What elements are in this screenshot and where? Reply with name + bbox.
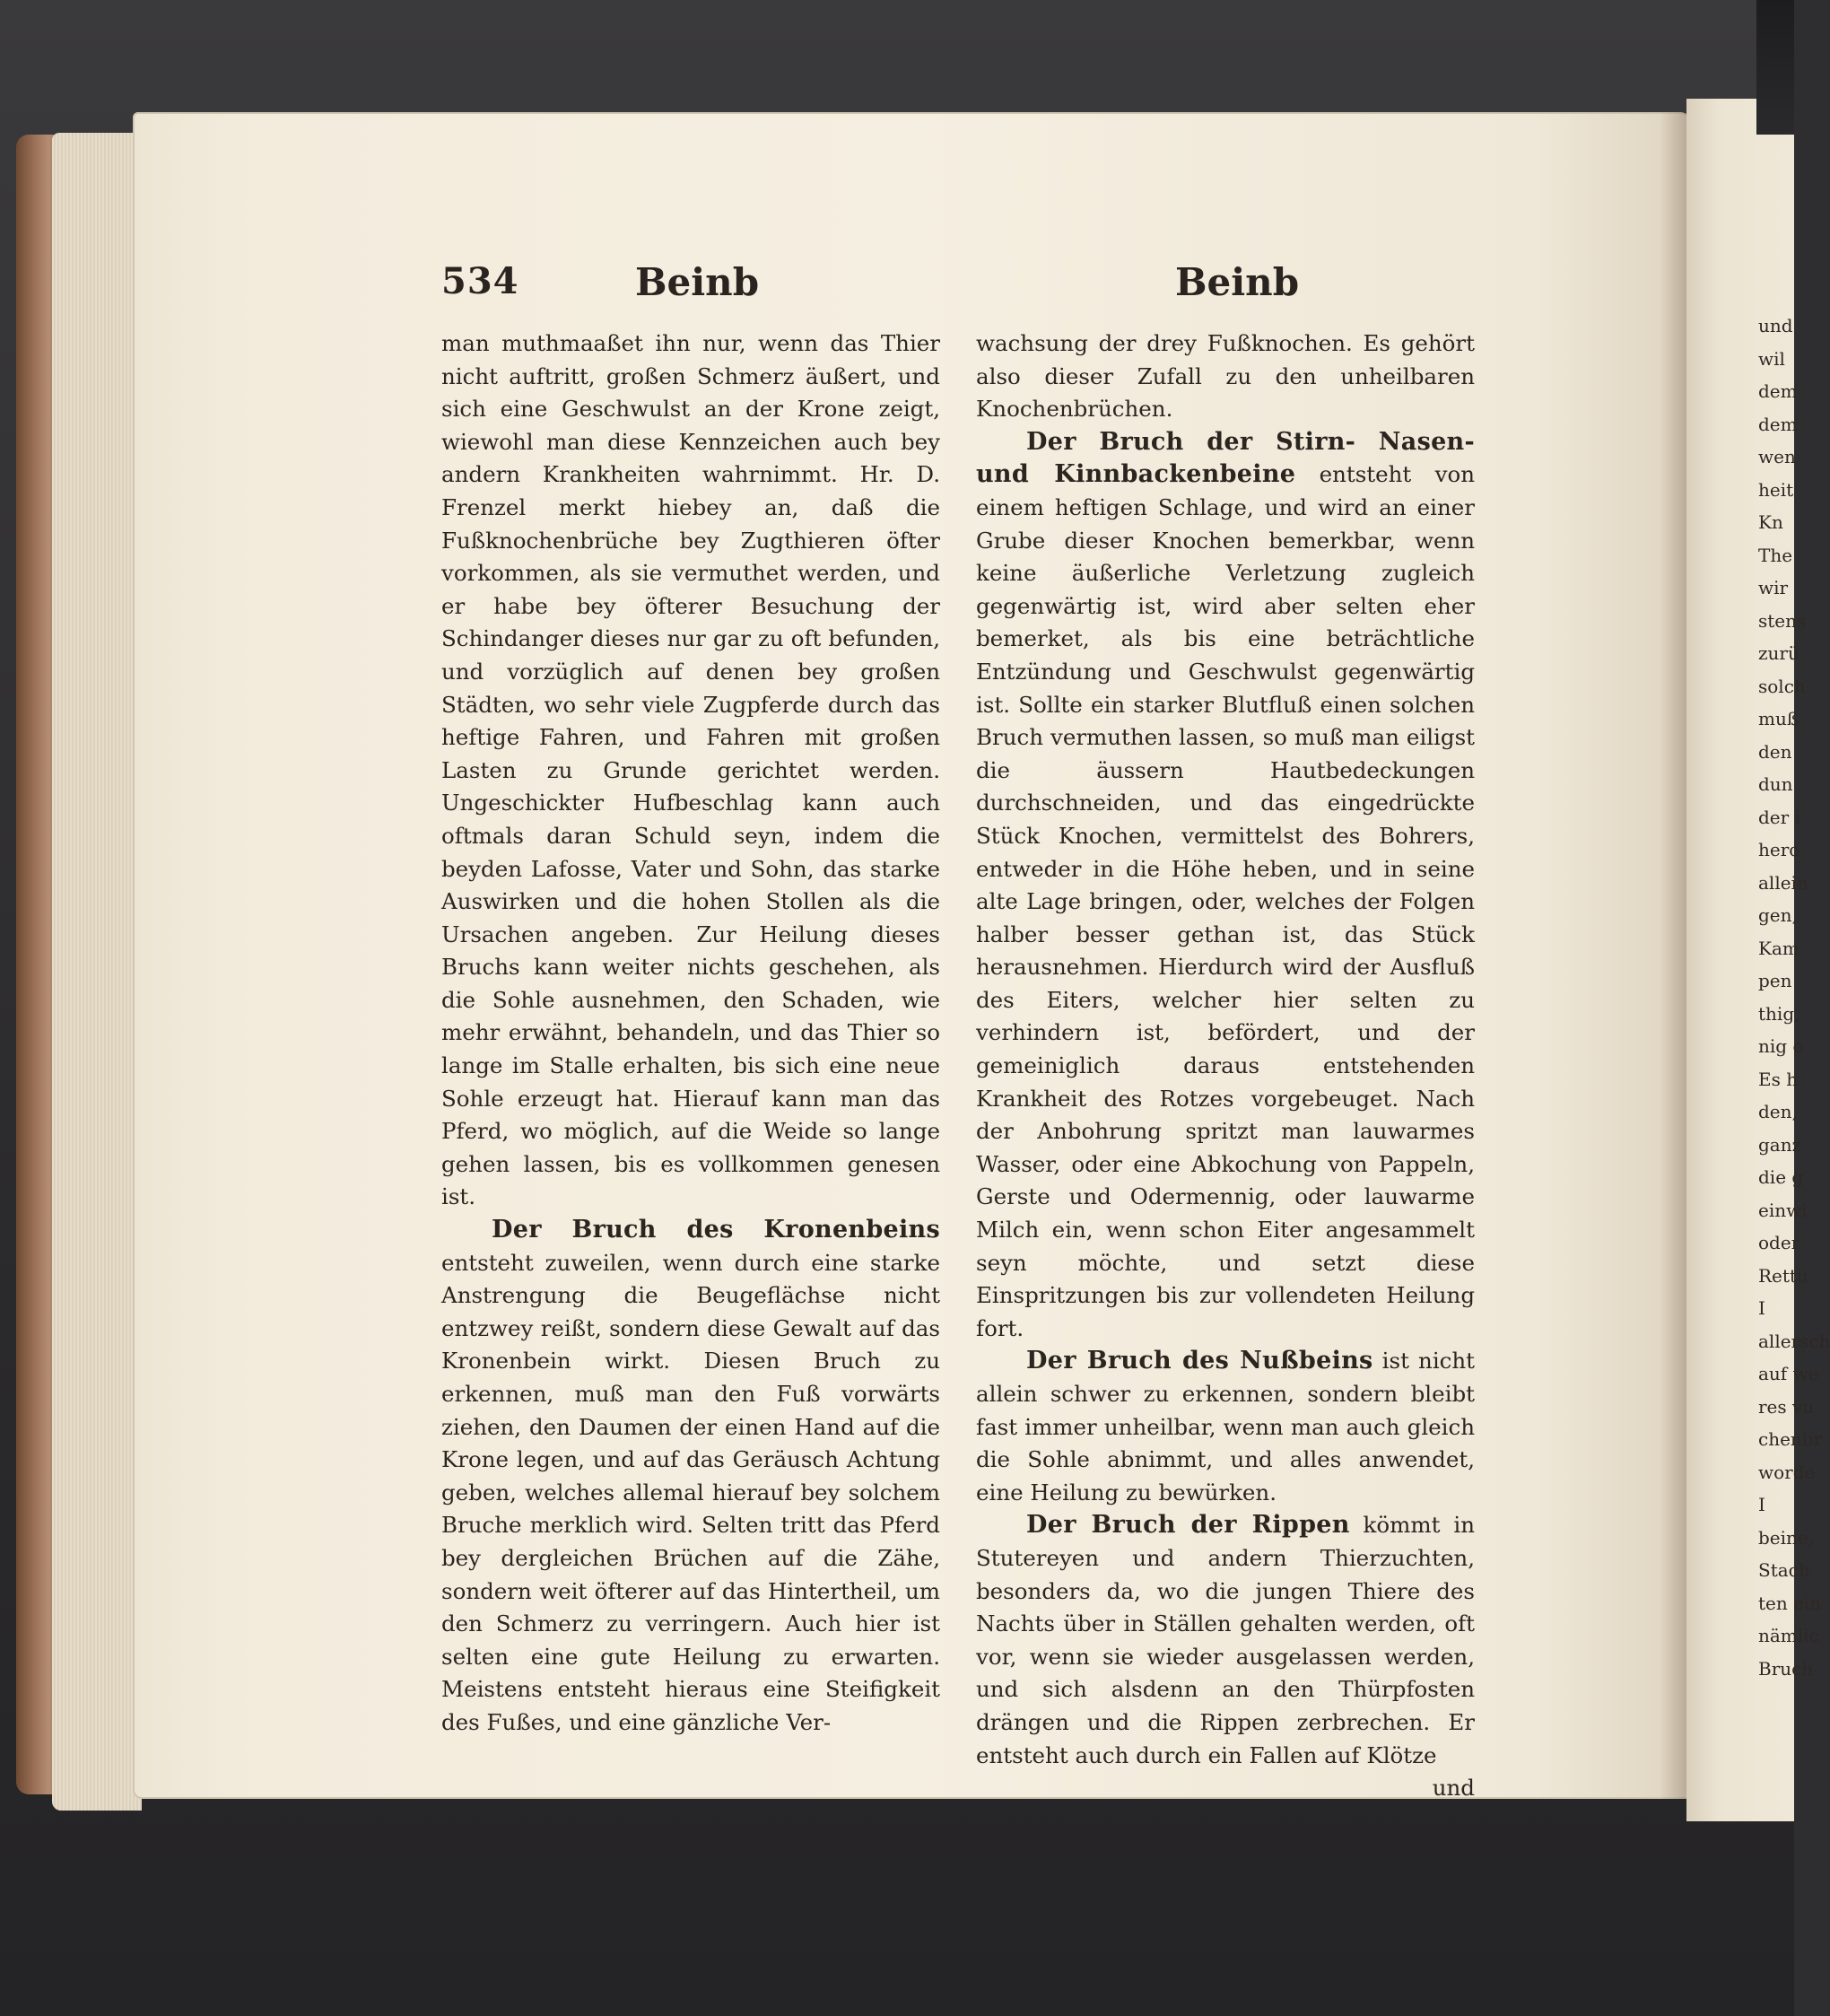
margin-fragment: den,	[1758, 1101, 1798, 1122]
margin-fragment: solch	[1758, 675, 1806, 697]
book-clip	[1756, 0, 1794, 135]
margin-fragment: auf we	[1758, 1363, 1819, 1384]
margin-fragment: res vu	[1758, 1395, 1815, 1418]
margin-fragment: worde	[1758, 1461, 1816, 1483]
margin-fragment: chenbr	[1758, 1428, 1823, 1450]
running-head-right: Beinb	[1175, 260, 1300, 304]
running-head-left: Beinb	[635, 260, 760, 304]
margin-fragment: Bruch	[1758, 1657, 1814, 1680]
margin-fragment: hero	[1758, 839, 1800, 860]
margin-fragment: Es h	[1758, 1068, 1799, 1090]
margin-fragment: pen	[1758, 970, 1792, 991]
section-heading: Der Bruch der Stirn- Nasen- und Kinnbackenbeine	[976, 427, 1475, 489]
margin-fragment: wir	[1758, 577, 1789, 598]
paragraph	[976, 1509, 1475, 1772]
section-heading: Der Bruch des Nußbeins	[1026, 1347, 1373, 1375]
margin-fragment: wil	[1758, 347, 1785, 370]
margin-fragment: dem	[1758, 413, 1798, 435]
paragraph	[441, 327, 940, 1214]
next-page-margin-text	[1758, 310, 1830, 1685]
margin-fragment: beine,	[1758, 1526, 1815, 1549]
margin-fragment: oder	[1758, 1232, 1800, 1253]
paragraph	[976, 1345, 1475, 1509]
margin-fragment: Kn	[1758, 511, 1783, 533]
paragraph	[976, 426, 1475, 1346]
margin-fragment: die g	[1758, 1166, 1804, 1188]
paragraph-text: ist nicht allein schwer zu erkennen, sondern bleibt fast immer unheilbar, wenn man auch gleich die Sohle abnimmt, und alles anwendet, eine Heilung zu bewürken.	[976, 1348, 1475, 1505]
margin-fragment: I	[1758, 1494, 1765, 1515]
page-number: 534	[441, 260, 519, 302]
margin-fragment: dem	[1758, 380, 1798, 402]
margin-fragment: allersch	[1758, 1330, 1830, 1352]
margin-fragment: zurü	[1758, 642, 1800, 664]
catchword: und	[1432, 1775, 1475, 1802]
margin-fragment: Stach	[1758, 1559, 1810, 1581]
margin-fragment: Kam	[1758, 937, 1800, 959]
margin-fragment: gen,	[1758, 904, 1798, 926]
section-heading: Der Bruch der Rippen	[1026, 1511, 1350, 1540]
text-column-left	[441, 327, 940, 1740]
margin-fragment: nig o	[1758, 1035, 1804, 1057]
margin-fragment: stens	[1758, 609, 1807, 632]
paragraph-text: wachsung der drey Fußknochen. Es gehört also dieser Zufall zu den unheilbaren Knochenbrüchen.	[976, 330, 1475, 423]
margin-fragment: nämlic	[1758, 1625, 1819, 1646]
margin-fragment: muß	[1758, 708, 1800, 729]
paragraph	[441, 1214, 940, 1740]
margin-fragment: wen	[1758, 446, 1796, 467]
margin-fragment: Rettu	[1758, 1264, 1808, 1287]
margin-fragment: heit	[1758, 478, 1794, 501]
margin-fragment: ten ein	[1758, 1592, 1822, 1614]
margin-fragment: der i	[1758, 806, 1800, 828]
margin-fragment: The	[1758, 544, 1793, 566]
paragraph-text: man muthmaaßet ihn nur, wenn das Thier nicht auftritt, großen Schmerz äußert, und sich eine Geschwulst an der Krone zeigt, wiewohl man diese Kennzeichen auch bey andern Krankheiten wahrnimmt. Hr. D. Frenzel merkt hiebey an, daß die Fußknochenbrüche bey Zugthieren öfter vorkommen, als sie vermuthet werden, und er habe bey öfterer Besuchung der Schindanger dieses nur gar zu oft befunden, und vorzüglich auf denen bey großen Städten, wo sehr viele Zugpferde durch das heftige Fahren, und Fahren mit großen Lasten zu Grunde gerichtet werden. Ungeschickter Hufbeschlag kann auch oftmals daran Schuld seyn, indem die beyden Lafosse, Vater und Sohn, das starke Auswirken und die hohen Stollen als die Ursachen angeben. Zur Heilung dieses Bruchs kann weiter nichts geschehen, als die Sohle ausnehmen, den Schaden, wie mehr erwähnt, behandeln, und das Thier so lange im Stalle erhalten, bis sich eine neue Sohle erzeugt hat. Hierauf kann man das Pferd, wo möglich, auf die Weide so lange gehen lassen, bis es vollkommen genesen ist.	[441, 330, 940, 1210]
margin-fragment: den	[1758, 740, 1792, 763]
margin-fragment: dun	[1758, 773, 1793, 795]
margin-fragment: allein	[1758, 871, 1808, 894]
paragraph	[976, 327, 1475, 426]
margin-fragment: ganz	[1758, 1133, 1802, 1156]
paragraph-text: entsteht zuweilen, wenn durch eine starke Anstrengung die Beugeflächse nicht entzwey reißt, sondern diese Gewalt auf das Kronenbein wirkt. Diesen Bruch zu erkennen, muß man den Fuß vorwärts ziehen, den Daumen der einen Hand auf die Krone legen, und auf das Geräusch Achtung geben, welches allemal hierauf bey solchem Bruche merklich wird. Selten tritt das Pferd bey dergleichen Brüchen auf die Zähe, sondern weit öfterer auf das Hintertheil, um den Schmerz zu verringern. Auch hier ist selten eine gute Heilung zu erwarten. Meistens entsteht hieraus eine Steifigkeit des Fußes, und eine gänzliche Ver-	[441, 1249, 940, 1735]
paragraph-text: entsteht von einem heftigen Schlage, und wird an einer Grube dieser Knochen bemerkbar, wenn keine äußerliche Verletzung zugleich gegenwärtig ist, wird aber selten eher bemerket, als bis eine beträchtliche Entzündung und Geschwulst gegenwärtig ist. Sollte ein starker Blutfluß einen solchen Bruch vermuthen lassen, so muß man eiligst die äussern Hautbedeckungen durchschneiden, und das eingedrückte Stück Knochen, vermittelst des Bohrers, entweder in die Höhe heben, und in seine alte Lage bringen, oder, welches der Folgen halber besser gethan ist, das Stück herausnehmen. Hierdurch wird der Ausfluß des Eiters, welcher hier selten zu verhindern ist, befördert, und der gemeiniglich daraus entstehenden Krankheit des Rotzes vorgebeuget. Nach der Anbohrung spritzt man lauwarmes Wasser, oder eine Abkochung von Pappeln, Gerste und Odermennig, oder lauwarme Milch ein, wenn schon Eiter angesammelt seyn möchte, und setzt diese Einspritzungen bis zur vollendeten Heilung fort.	[976, 461, 1475, 1341]
margin-fragment: einwi	[1758, 1199, 1808, 1221]
margin-fragment: und	[1758, 315, 1793, 336]
paragraph-text: kömmt in Stutereyen und andern Thierzuchten, besonders da, wo die jungen Thiere des Nachts über in Ställen gehalten werden, oft vor, wenn sie wieder ausgelassen werden, und sich alsdenn an den Thürpfosten drängen und die Rippen zerbrechen. Er entsteht auch durch ein Fallen auf Klötze	[976, 1512, 1475, 1768]
page-edges	[52, 133, 142, 1811]
text-column-right	[976, 327, 1475, 1805]
margin-fragment: I	[1758, 1297, 1765, 1319]
margin-fragment: thig,	[1758, 1002, 1800, 1025]
section-heading: Der Bruch des Kronenbeins	[492, 1216, 940, 1244]
